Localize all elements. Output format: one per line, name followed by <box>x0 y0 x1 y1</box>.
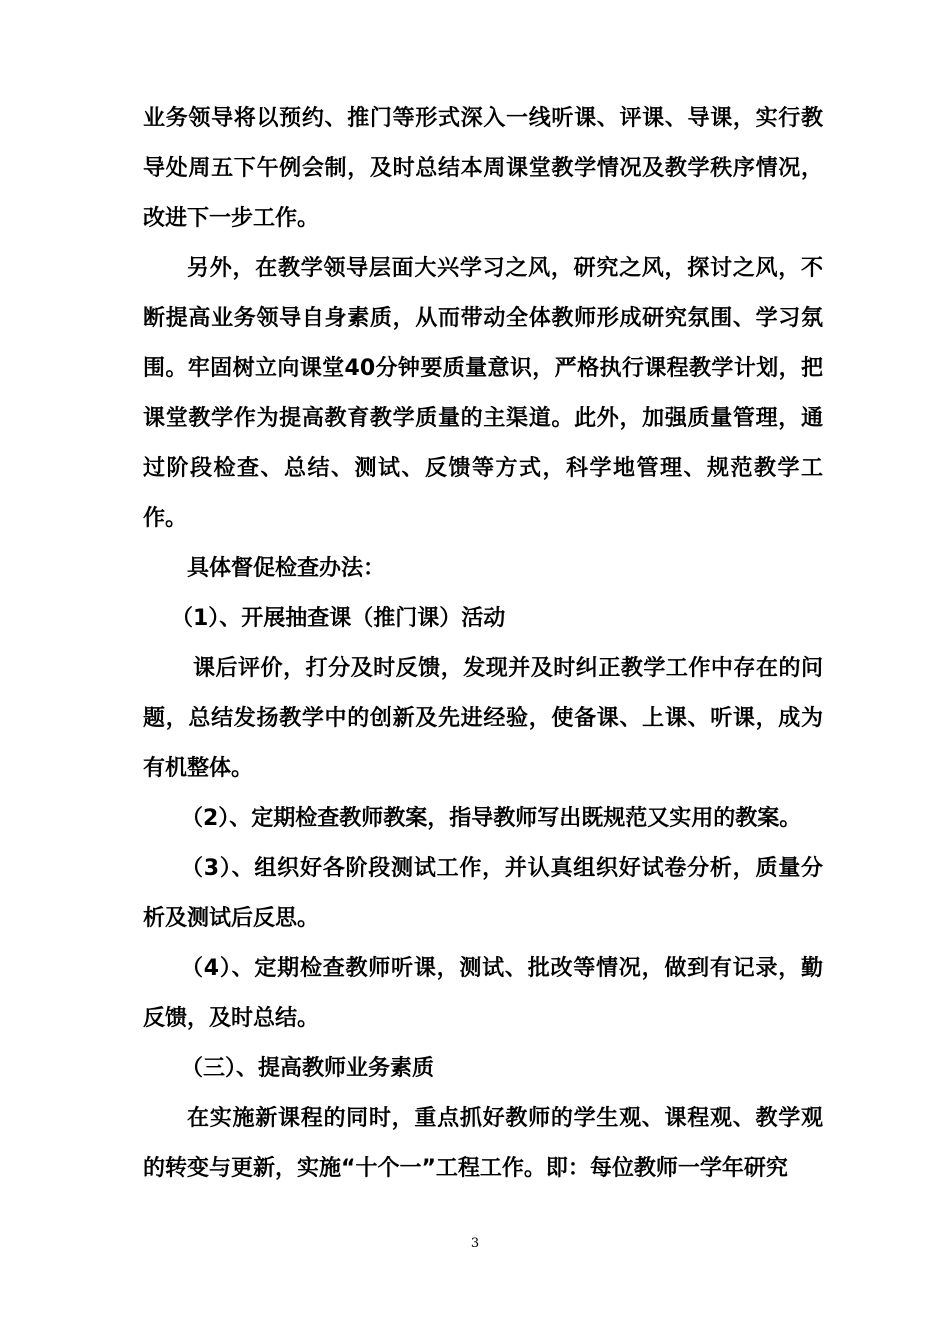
list-item-1-body: 课后评价，打分及时反馈，发现并及时纠正教学工作中存在的问题，总结发扬教学中的创新及先进经验，使备课、上课、听课，成为有机整体。 <box>143 656 823 781</box>
document-body <box>143 94 823 1194</box>
paragraph-learning-culture: 另外，在教学领导层面大兴学习之风，研究之风，探讨之风，不断提高业务领导自身素质，从而带动全体教师形成研究氛围、学习氛围。牢固树立向课堂40分钟要质量意识，严格执行课程教学计划，把课堂教学作为提高教育教学质量的主渠道。此外，加强质量管理，通过阶段检查、总结、测试、反馈等方式，科学地管理、规范教学工作。 <box>143 256 823 531</box>
list-item-4: （4）、定期检查教师听课，测试、批改等情况，做到有记录，勤反馈，及时总结。 <box>143 956 823 1031</box>
section-heading-teacher-quality: （三）、提高教师业务素质 <box>181 1056 435 1081</box>
list-item-1-heading: （1）、开展抽查课（推门课）活动 <box>171 606 506 631</box>
paragraph-new-curriculum: 在实施新课程的同时，重点抓好教师的学生观、课程观、教学观的转变与更新，实施“十个一”工程工作。即：每位教师一学年研究 <box>143 1106 823 1181</box>
paragraph-inspection-methods-heading: 具体督促检查办法： <box>187 556 386 581</box>
list-item-2: （2）、定期检查教师教案，指导教师写出既规范又实用的教案。 <box>181 806 802 831</box>
paragraph-continuation: 业务领导将以预约、推门等形式深入一线听课、评课、导课，实行教导处周五下午例会制，及时总结本周课堂教学情况及教学秩序情况，改进下一步工作。 <box>143 106 823 231</box>
page-number: 3 <box>470 1236 480 1251</box>
list-item-3: （3）、组织好各阶段测试工作，并认真组织好试卷分析，质量分析及测试后反思。 <box>143 856 823 931</box>
